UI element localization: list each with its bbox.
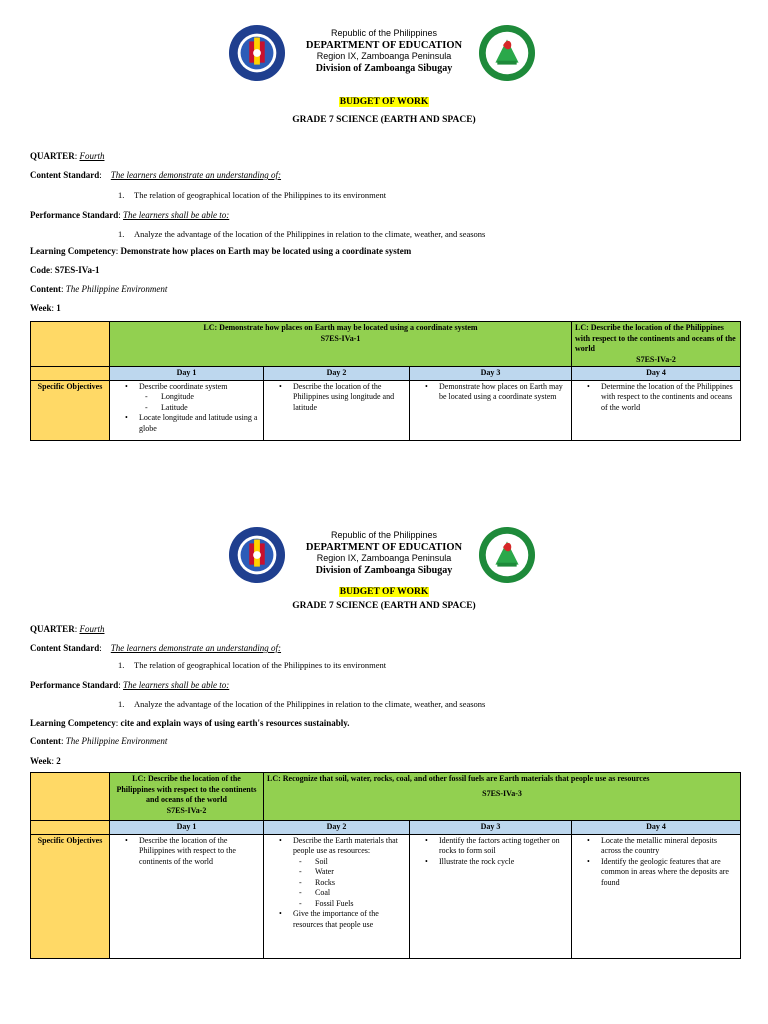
content-standard-item: 1. The relation of geographical location of the Philippines to its environment — [118, 190, 387, 200]
day1-objectives: • Describe coordinate system - Longitude - Latitude • Locate longitude and latitude using a globe — [110, 380, 264, 440]
department-text: DEPARTMENT OF EDUCATION — [305, 541, 463, 553]
day3-objectives: • Demonstrate how places on Earth may be located using a coordinate system — [410, 380, 572, 440]
republic-text: Republic of the Philippines — [330, 28, 438, 38]
day-header: Day 1 — [110, 821, 264, 835]
performance-standard-row: Performance Standard: The learners shall be able to: — [30, 680, 230, 690]
division-text: Division of Zamboanga Sibugay — [315, 62, 453, 74]
content-standard-item: 1. The relation of geographical location of the Philippines to its environment — [118, 660, 387, 670]
page-2 — [0, 500, 768, 1024]
corner-cell — [31, 773, 110, 821]
lc-cell-2: LC: Recognize that soil, water, rocks, coal, and other fossil fuels are Earth materials that people use as resources S7ES-IVa-3 — [264, 773, 741, 821]
day3-objectives: • Identify the factors acting together on rocks to form soil • Illustrate the rock cycle — [410, 834, 572, 958]
budget-title: BUDGET OF WORK — [339, 587, 429, 597]
day-header: Day 1 — [110, 367, 264, 381]
code-row: Code: S7ES-IVa-1 — [30, 265, 100, 275]
budget-table-week2 — [30, 772, 741, 959]
budget-table-week1 — [30, 321, 741, 441]
grade-title: GRADE 7 SCIENCE (EARTH AND SPACE) — [292, 601, 476, 611]
day1-objectives: • Describe the location of the Philippines with respect to the continents of the world — [110, 834, 264, 958]
region-text: Region IX, Zamboanga Peninsula — [316, 553, 452, 563]
day4-objectives: • Determine the location of the Philippines with respect to the continents and oceans of the world — [572, 380, 741, 440]
day-header: Day 3 — [410, 821, 572, 835]
content-standard-row: Content Standard: The learners demonstrate an understanding of: — [30, 643, 282, 653]
day-header: Day 3 — [410, 367, 572, 381]
lc-cell-2: LC: Describe the location of the Philippines with respect to the continents and oceans of the world S7ES-IVa-2 — [572, 322, 741, 367]
grade-title: GRADE 7 SCIENCE (EARTH AND SPACE) — [292, 115, 476, 125]
week-row: Week: 1 — [30, 303, 61, 313]
content-standard-row: Content Standard: The learners demonstrate an understanding of: — [30, 170, 282, 180]
day-header: Day 4 — [572, 367, 741, 381]
letterhead — [0, 28, 768, 74]
week-row: Week: 2 — [30, 756, 61, 766]
day4-objectives: • Locate the metallic mineral deposits across the country • Identify the geologic features that are common in areas where the deposits are found — [572, 834, 741, 958]
content-row: Content: The Philippine Environment — [30, 736, 168, 746]
day-header: Day 4 — [572, 821, 741, 835]
day-header: Day 2 — [264, 821, 410, 835]
budget-title: BUDGET OF WORK — [339, 97, 429, 107]
day-header: Day 2 — [264, 367, 410, 381]
quarter-row: QUARTER: Fourth — [30, 151, 105, 161]
learning-competency-row: Learning Competency: cite and explain ways of using earth's resources sustainably. — [30, 718, 350, 728]
day2-objectives: • Describe the location of the Philippines using longitude and latitude — [264, 380, 410, 440]
performance-standard-row: Performance Standard: The learners shall be able to: — [30, 210, 230, 220]
day2-objectives: • Describe the Earth materials that people use as resources: - Soil - Water - Rocks - Coal - Fossil Fuels • Give the importance of the resources that people use — [264, 834, 410, 958]
quarter-row: QUARTER: Fourth — [30, 624, 105, 634]
performance-standard-item: 1. Analyze the advantage of the location of the Philippines in relation to the climate, weather, and seasons — [118, 699, 486, 709]
specific-objectives-label: Specific Objectives — [31, 834, 110, 958]
region-text: Region IX, Zamboanga Peninsula — [316, 51, 452, 61]
department-text: DEPARTMENT OF EDUCATION — [305, 39, 463, 51]
lc-cell-1: LC: Demonstrate how places on Earth may be located using a coordinate system S7ES-IVa-1 — [110, 322, 572, 367]
specific-objectives-label: Specific Objectives — [31, 380, 110, 440]
performance-standard-item: 1. Analyze the advantage of the location of the Philippines in relation to the climate, weather, and seasons — [118, 229, 486, 239]
corner-cell — [31, 322, 110, 367]
page-1 — [0, 0, 768, 500]
division-text: Division of Zamboanga Sibugay — [315, 564, 453, 576]
learning-competency-row: Learning Competency: Demonstrate how places on Earth may be located using a coordinate system — [30, 246, 412, 256]
content-row: Content: The Philippine Environment — [30, 284, 168, 294]
republic-text: Republic of the Philippines — [330, 530, 438, 540]
letterhead — [0, 530, 768, 576]
lc-cell-1: LC: Describe the location of the Philippines with respect to the continents and oceans of the world S7ES-IVa-2 — [110, 773, 264, 821]
